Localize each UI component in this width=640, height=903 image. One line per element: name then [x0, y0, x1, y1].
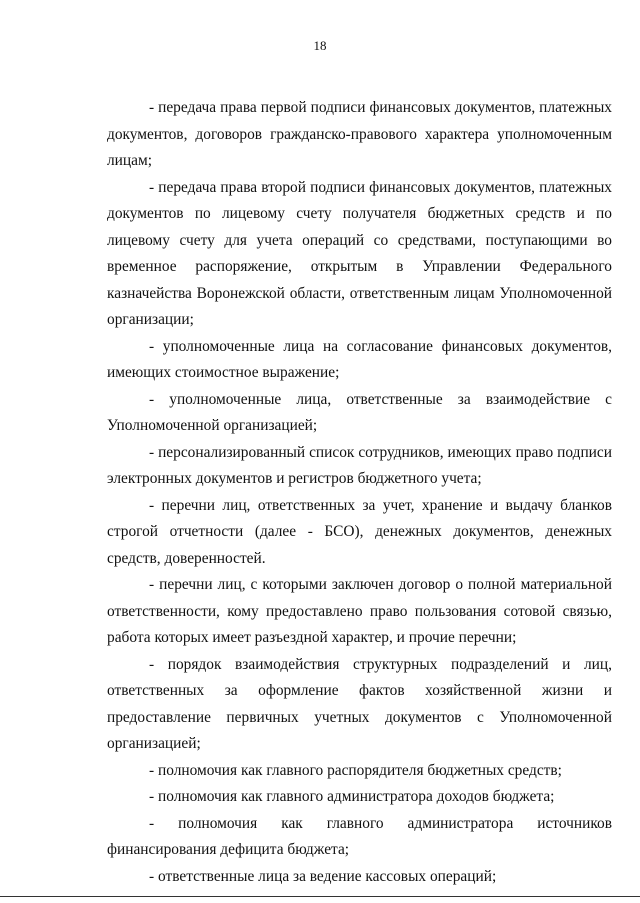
paragraph-liability-lists: - перечни лиц, с которыми заключен договор о полной материальной ответственности, кому предоставлено право пользования сотовой связью, работа которых имеет разъездной характер, и прочие перечни;: [107, 576, 612, 646]
paragraph-revenue-admin-powers: - полномочия как главного администратора доходов бюджета;: [149, 788, 555, 805]
bottom-rule: [0, 896, 640, 897]
paragraph-deficit-sources-powers: - полномочия как главного администратора источников финансирования дефицита бюджета;: [107, 814, 612, 858]
paragraph-signature-list: - персонализированный список сотрудников, имеющих право подписи электронных документов и регистров бюджетного учета;: [107, 443, 612, 487]
page-number: 18: [313, 38, 327, 53]
paragraph-second-signature: - передача права второй подписи финансовых документов, платежных документов по лицевому счету получателя бюджетных средств и по лицевому счету для учета операций со средствами, поступающими во временное распоряжение, открытым в Управлении Федерального казначейства Воронежской области, ответственным лицам Уполномоченной организации;: [107, 178, 612, 328]
paragraph-bso-persons: - перечни лиц, ответственных за учет, хранение и выдачу бланков строгой отчетности (далее - БСО), денежных документов, денежных средств, доверенностей.: [107, 496, 612, 567]
document-body: [107, 95, 612, 890]
paragraph-interaction-persons: - уполномоченные лица, ответственные за взаимодействие с Уполномоченной организацией;: [107, 390, 612, 434]
paragraph-cash-operations-persons: - ответственные лица за ведение кассовых операций;: [149, 867, 497, 885]
paragraph-budget-funds-powers: - полномочия как главного распорядителя бюджетных средств;: [149, 761, 562, 779]
paragraph-interaction-procedure: - порядок взаимодействия структурных подразделений и лиц, ответственных за оформление фактов хозяйственной жизни и предоставление первичных учетных документов с Уполномоченной организацией;: [107, 655, 612, 752]
paragraph-approval-persons: - уполномоченные лица на согласование финансовых документов, имеющих стоимостное выражение;: [107, 337, 612, 381]
paragraph-first-signature: - передача права первой подписи финансовых документов, платежных документов, договоров гражданско-правового характера уполномоченным лицам;: [107, 99, 612, 169]
